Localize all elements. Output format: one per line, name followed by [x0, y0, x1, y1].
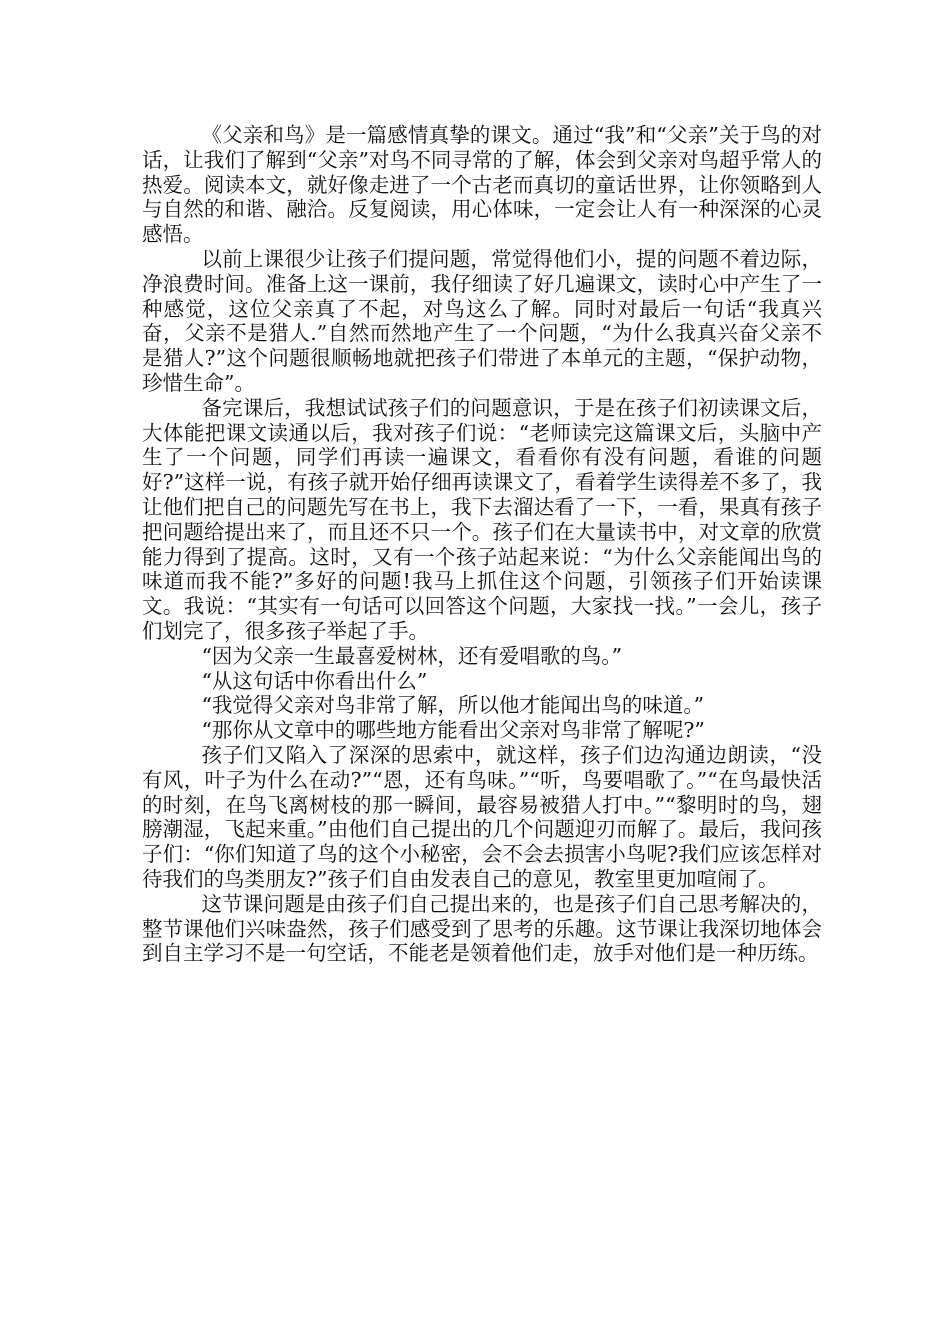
paragraph-lesson-preparation: 备完课后，我想试试孩子们的问题意识，于是在孩子们初读课文后，大体能把课文读通以后，我对孩子们说：“老师读完这篇课文后，头脑中产生了一个问题，同学们再读一遍课文，看看你有没有问题，看谁的问题好?”这样一说，有孩子就开始仔细再读课文了，看着学生读得差不多了，我让他们把自己的问题先写在书上，我下去溜达看了一下，一看，果真有孩子把问题给提出来了，而且还不只一个。孩子们在大量读书中，对文章的欣赏能力得到了提高。这时，又有一个孩子站起来说：“为什么父亲能闻出鸟的味道而我不能?”多好的问题!我马上抓住这个问题，引领孩子们开始读课文。我说：“其实有一句话可以回答这个问题，大家找一找。”一会儿，孩子们划完了，很多孩子举起了手。: [142, 395, 822, 643]
paragraph-previous-lessons: 以前上课很少让孩子们提问题，常觉得他们小，提的问题不着边际，净浪费时间。准备上这一课前，我仔细读了好几遍课文，读时心中产生了一种感觉，这位父亲真了不起，对鸟这么了解。同时对最后一句话“我真兴奋，父亲不是猎人.”自然而然地产生了一个问题，“为什么我真兴奋父亲不是猎人?”这个问题很顺畅地就把孩子们带进了本单元的主题，“保护动物，珍惜生命”。: [142, 246, 822, 395]
document-body: [142, 123, 822, 966]
dialogue-line-2: “从这句话中你看出什么”: [201, 668, 428, 693]
paragraph-intro: 《父亲和鸟》是一篇感情真挚的课文。通过“我”和“父亲”关于鸟的对话，让我们了解到“父亲”对鸟不同寻常的了解，体会到父亲对鸟超乎常人的热爱。阅读本文，就好像走进了一个古老而真切的童话世界，让你领略到人与自然的和谐、融洽。反复阅读，用心体味，一定会让人有一种深深的心灵感悟。: [142, 123, 822, 247]
paragraph-conclusion: 这节课问题是由孩子们自己提出来的，也是孩子们自己思考解决的，整节课他们兴味盎然，孩子们感受到了思考的乐趣。这节课让我深切地体会到自主学习不是一句空话，不能老是领着他们走，放手对他们是一种历练。: [142, 891, 822, 966]
dialogue-line-1: “因为父亲一生最喜爱树林，还有爱唱歌的鸟。”: [201, 643, 623, 668]
paragraph-discussion: 孩子们又陷入了深深的思索中，就这样，孩子们边沟通边朗读，“没有风，叶子为什么在动?”“恩，还有鸟味。”“听，鸟要唱歌了。”“在鸟最快活的时刻，在鸟飞离树枝的那一瞬间，最容易被猎人打中。”“黎明时的鸟，翅膀潮湿，飞起来重。”由他们自己提出的几个问题迎刃而解了。最后，我问孩子们：“你们知道了鸟的这个小秘密，会不会去损害小鸟呢?我们应该怎样对待我们的鸟类朋友?”孩子们自由发表自己的意见，教室里更加喧闹了。: [142, 742, 822, 891]
dialogue-line-3: “我觉得父亲对鸟非常了解，所以他才能闻出鸟的味道。”: [201, 693, 705, 718]
dialogue-line-4: “那你从文章中的哪些地方能看出父亲对鸟非常了解呢?”: [201, 718, 705, 743]
